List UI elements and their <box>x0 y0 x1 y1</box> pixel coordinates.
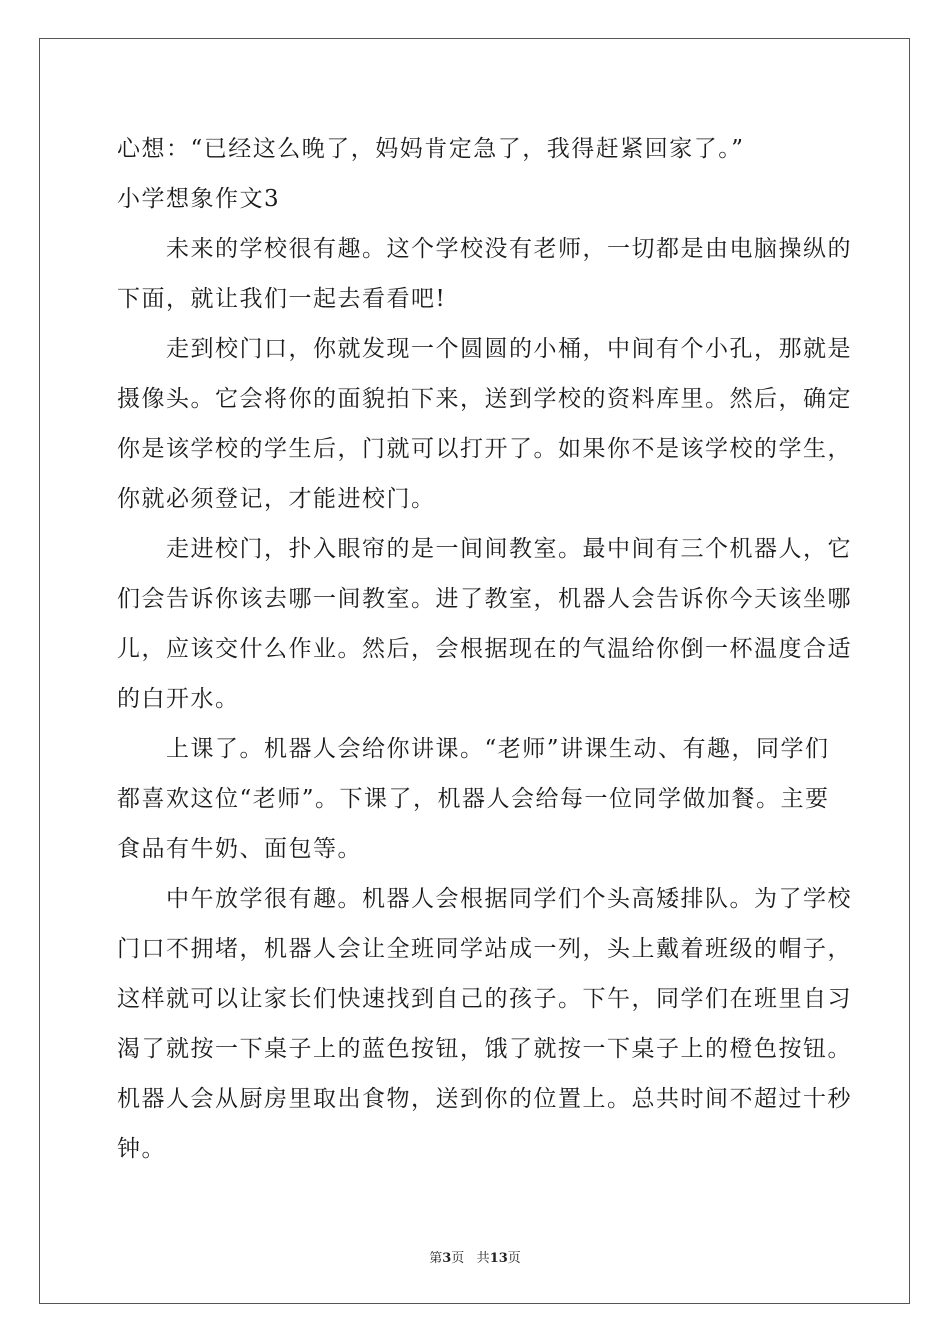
text-line: 你就必须登记，才能进校门。 <box>117 486 436 512</box>
text-line: 下面，就让我们一起去看看吧! <box>117 286 447 312</box>
footer-page-suffix: 页 <box>451 1251 465 1266</box>
text-line: 机器人会从厨房里取出食物，送到你的位置上。总共时间不超过十秒 <box>117 1086 852 1112</box>
text-line: 走到校门口，你就发现一个圆圆的小桶，中间有个小孔，那就是 <box>117 336 852 362</box>
text-line: 你是该学校的学生后，门就可以打开了。如果你不是该学校的学生， <box>117 436 852 462</box>
text-line: 走进校门，扑入眼帘的是一间间教室。最中间有三个机器人，它 <box>117 536 852 562</box>
footer-total-prefix: 共 <box>476 1251 490 1266</box>
section-heading: 小学想象作文3 <box>117 186 281 212</box>
text-line: 摄像头。它会将你的面貌拍下来，送到学校的资料库里。然后，确定 <box>117 386 852 412</box>
text-line: 这样就可以让家长们快速找到自己的孩子。下午，同学们在班里自习 <box>117 986 852 1012</box>
footer-prefix: 第 <box>429 1251 443 1266</box>
text-line: 心想：“已经这么晚了，妈妈肯定急了，我得赶紧回家了。” <box>117 136 745 162</box>
text-line: 儿，应该交什么作业。然后，会根据现在的气温给你倒一杯温度合适 <box>117 636 852 662</box>
page-number: 3 <box>442 1251 452 1266</box>
text-line: 食品有牛奶、面包等。 <box>117 836 362 862</box>
footer-total-suffix: 页 <box>507 1251 521 1266</box>
text-line: 都喜欢这位“老师”。下课了，机器人会给每一位同学做加餐。主要 <box>117 786 830 812</box>
text-line: 的白开水。 <box>117 686 240 712</box>
document-body <box>117 124 852 1174</box>
page-footer <box>0 1247 950 1266</box>
text-line: 中午放学很有趣。机器人会根据同学们个头高矮排队。为了学校 <box>117 886 852 912</box>
total-pages: 13 <box>489 1251 508 1266</box>
text-line: 们会告诉你该去哪一间教室。进了教室，机器人会告诉你今天该坐哪 <box>117 586 852 612</box>
text-line: 未来的学校很有趣。这个学校没有老师，一切都是由电脑操纵的 <box>117 236 852 262</box>
text-line: 门口不拥堵，机器人会让全班同学站成一列，头上戴着班级的帽子， <box>117 936 852 962</box>
text-line: 上课了。机器人会给你讲课。“老师”讲课生动、有趣，同学们 <box>117 736 830 762</box>
text-line: 钟。 <box>117 1136 166 1162</box>
text-line: 渴了就按一下桌子上的蓝色按钮，饿了就按一下桌子上的橙色按钮。 <box>117 1036 852 1062</box>
